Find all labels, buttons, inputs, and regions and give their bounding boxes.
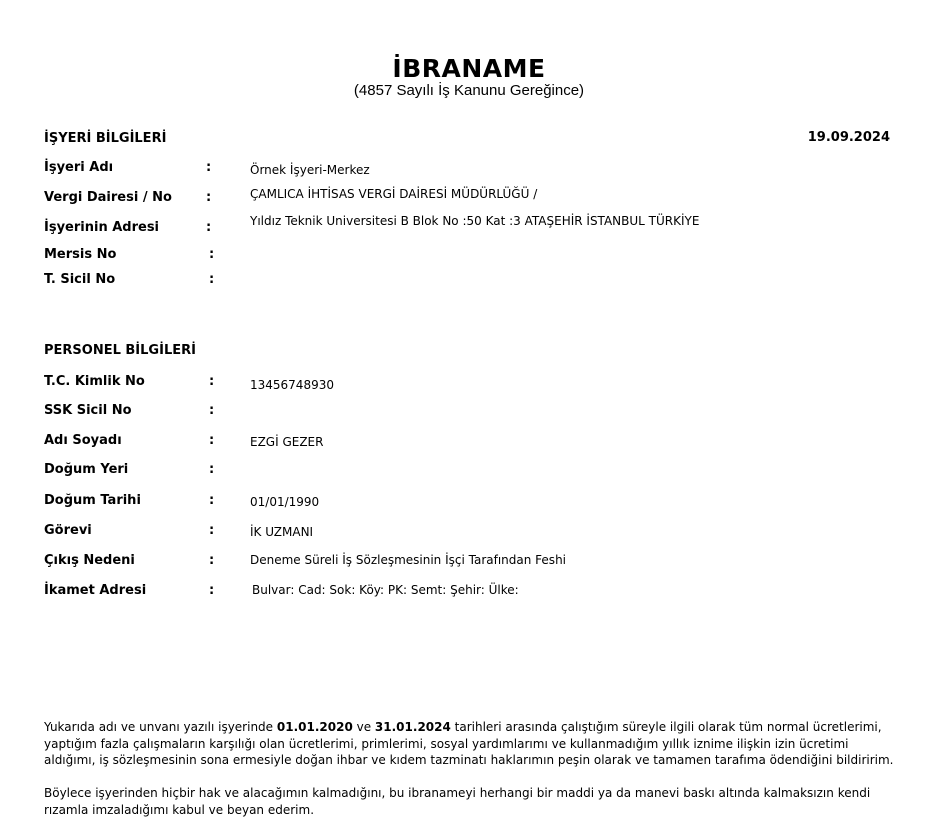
field-label: Doğum Tarihi xyxy=(44,493,141,508)
field-colon: : xyxy=(209,433,215,448)
statement-paragraph-2: Böylece işyerinden hiçbir hak ve alacağımın kalmadığını, bu ibranameyi herhangi bir maddi ya da manevi baskı altında kalmaksızın kendi rızamla imzaladığımı kabul ve beyan ederim. xyxy=(44,786,871,817)
employer-section-title: İŞYERİ BİLGİLERİ xyxy=(44,131,167,146)
statement-paragraph-1 xyxy=(44,719,896,769)
statement-text: ve xyxy=(352,720,375,734)
field-colon: : xyxy=(209,553,215,568)
field-colon: : xyxy=(206,160,212,175)
field-label: T. Sicil No xyxy=(44,272,116,287)
field-label: Doğum Yeri xyxy=(44,462,129,477)
field-value-workplace-name: Örnek İşyeri-Merkez xyxy=(250,163,370,177)
field-value-tc-id: 13456748930 xyxy=(250,378,334,392)
field-colon: : xyxy=(209,462,215,477)
statement-text: tarihleri arasında çalıştığım süreyle ilgili olarak tüm normal ücretlerimi, yaptığım fazla çalışmaların karşılığı olan ücretlerimi, primlerimi, sosyal yardımlarımı ve kullanmadığım yıllık iznime ilişkin izin ücretimi aldığımı, iş sözleşmesinin sona ermesiyle doğan ihbar ve kıdem tazminatı haklarımın peşin olarak ve tamamen tarafıma ödendiğini bildiririm. xyxy=(44,720,894,767)
field-label: T.C. Kimlik No xyxy=(44,374,145,389)
field-label: İşyerinin Adresi xyxy=(44,220,160,235)
field-value-full-name: EZGİ GEZER xyxy=(250,435,324,449)
field-value-exit-reason: Deneme Süreli İş Sözleşmesinin İşçi Tarafından Feshi xyxy=(250,553,567,567)
field-value-tax-office: ÇAMLICA İHTİSAS VERGİ DAİRESİ MÜDÜRLÜĞÜ / xyxy=(250,187,538,201)
field-colon: : xyxy=(209,247,215,262)
field-label: İşyeri Adı xyxy=(44,160,114,175)
statement-text: Yukarıda adı ve unvanı yazılı işyerinde xyxy=(44,720,277,734)
document-title: İBRANAME xyxy=(392,54,546,83)
document-subtitle: (4857 Sayılı İş Kanunu Gereğince) xyxy=(353,82,585,99)
field-label: Vergi Dairesi / No xyxy=(44,190,172,205)
field-colon: : xyxy=(206,220,212,235)
field-colon: : xyxy=(209,374,215,389)
start-date: 01.01.2020 xyxy=(276,720,353,734)
field-label: Çıkış Nedeni xyxy=(44,553,135,568)
field-colon: : xyxy=(209,493,215,508)
field-value-position: İK UZMANI xyxy=(250,525,314,539)
document-date: 19.09.2024 xyxy=(807,130,890,145)
field-label: Mersis No xyxy=(44,247,117,262)
field-colon: : xyxy=(209,523,215,538)
field-label: SSK Sicil No xyxy=(44,403,132,418)
field-label: Görevi xyxy=(44,523,92,538)
field-colon: : xyxy=(209,403,215,418)
field-value-birth-date: 01/01/1990 xyxy=(250,495,320,509)
field-label: Adı Soyadı xyxy=(44,433,122,448)
end-date: 31.01.2024 xyxy=(374,720,451,734)
field-colon: : xyxy=(209,272,215,287)
field-label: İkamet Adresi xyxy=(44,583,147,598)
personnel-section-title: PERSONEL BİLGİLERİ xyxy=(44,343,196,358)
field-colon: : xyxy=(206,190,212,205)
field-value-workplace-address: Yıldız Teknik Universitesi B Blok No :50 Kat :3 ATAŞEHİR İSTANBUL TÜRKİYE xyxy=(250,214,700,228)
field-value-residence-address: Bulvar: Cad: Sok: Köy: PK: Semt: Şehir: Ülke: xyxy=(252,583,519,597)
field-colon: : xyxy=(209,583,215,598)
